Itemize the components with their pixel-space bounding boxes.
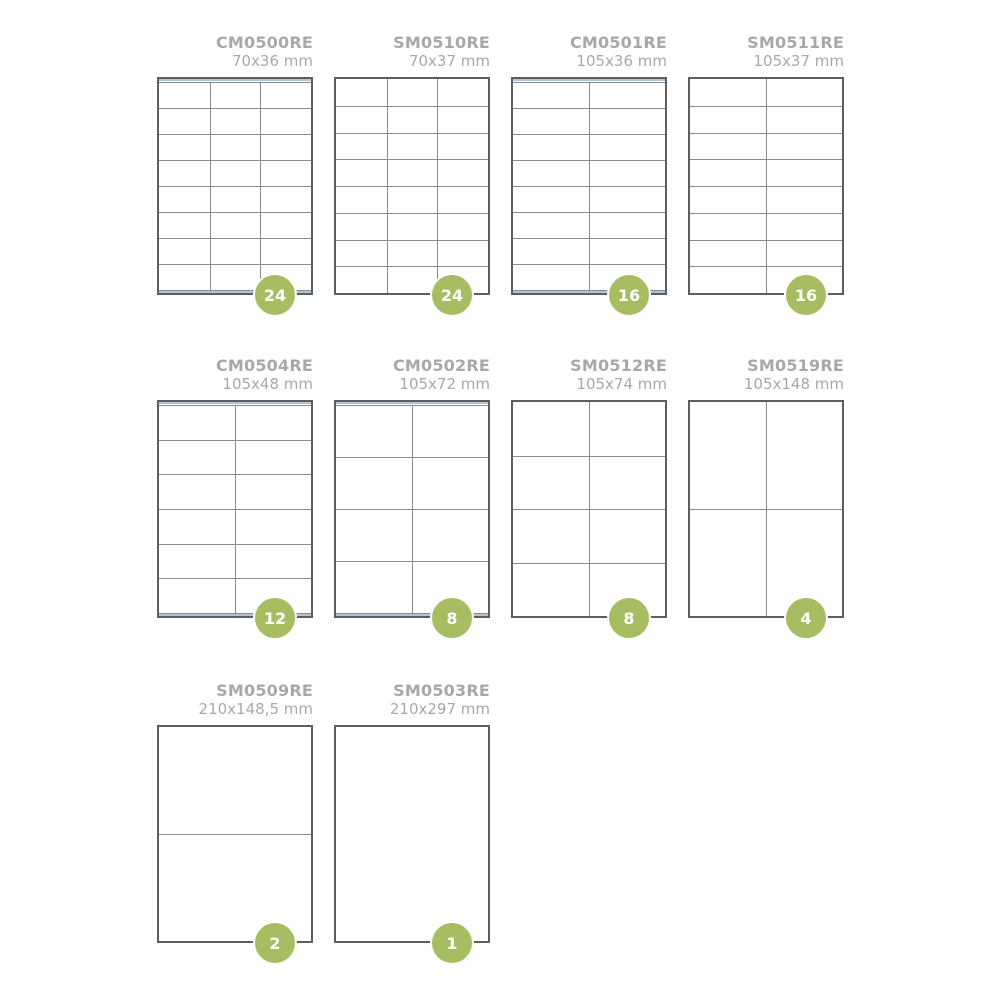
margin-strip (159, 79, 311, 81)
label-sheet (157, 77, 313, 295)
label-sheet (157, 400, 313, 618)
label-row-divider (336, 457, 488, 458)
label-count-badge: 16 (784, 273, 828, 317)
label-row-divider (159, 834, 311, 835)
margin-strip (513, 79, 665, 81)
sheet-item (511, 356, 667, 628)
sheet-code: CM0500RE (215, 33, 313, 52)
sheet-code: SM0503RE (393, 681, 490, 700)
label-row-divider (513, 456, 665, 457)
label-row-divider (159, 264, 311, 265)
sheet-item (334, 681, 490, 953)
sheet-item (157, 356, 313, 628)
label-count-badge: 4 (784, 596, 828, 640)
sheet-dimensions: 210x148,5 mm (198, 700, 313, 718)
label-row-divider (690, 240, 842, 241)
label-row-divider (159, 474, 311, 475)
label-area-edge (159, 405, 311, 406)
label-row-divider (690, 159, 842, 160)
label-count-badge: 12 (253, 596, 297, 640)
label-sheet (334, 725, 490, 943)
label-sheet (688, 400, 844, 618)
sheet-dimensions: 105x74 mm (576, 375, 667, 393)
label-sheet (334, 77, 490, 295)
sheet-item (688, 356, 844, 628)
label-count-badge: 24 (253, 273, 297, 317)
label-row-divider (690, 213, 842, 214)
sheet-item (157, 681, 313, 953)
label-sheet (688, 77, 844, 295)
sheet-code: SM0510RE (393, 33, 490, 52)
label-row-divider (513, 134, 665, 135)
label-count-badge: 1 (430, 921, 474, 965)
label-count-badge: 8 (430, 596, 474, 640)
sheet-item (688, 33, 844, 305)
label-row-divider (159, 134, 311, 135)
label-sheet (157, 725, 313, 943)
sheet-code: SM0512RE (570, 356, 667, 375)
sheet-dimensions: 70x36 mm (231, 52, 313, 70)
sheet-item (334, 356, 490, 628)
label-row-divider (690, 106, 842, 107)
label-row-divider (690, 509, 842, 510)
margin-strip (336, 402, 488, 404)
label-row-divider (159, 509, 311, 510)
label-count-badge: 8 (607, 596, 651, 640)
label-row-divider (513, 160, 665, 161)
sheet-item (157, 33, 313, 305)
label-row-divider (159, 186, 311, 187)
sheet-dimensions: 70x37 mm (408, 52, 490, 70)
label-row-divider (336, 106, 488, 107)
label-row-divider (690, 133, 842, 134)
sheet-code: CM0504RE (215, 356, 313, 375)
label-row-divider (513, 238, 665, 239)
label-row-divider (336, 213, 488, 214)
label-row-divider (336, 509, 488, 510)
label-row-divider (159, 160, 311, 161)
label-row-divider (336, 159, 488, 160)
label-row-divider (159, 108, 311, 109)
label-row-divider (159, 440, 311, 441)
label-row-divider (513, 212, 665, 213)
label-area-edge (513, 82, 665, 83)
margin-strip (159, 402, 311, 404)
label-count-badge: 24 (430, 273, 474, 317)
label-row-divider (336, 561, 488, 562)
label-row-divider (159, 238, 311, 239)
sheet-dimensions: 105x48 mm (222, 375, 313, 393)
sheet-code: SM0509RE (216, 681, 313, 700)
label-row-divider (336, 266, 488, 267)
sheet-dimensions: 210x297 mm (389, 700, 490, 718)
label-row-divider (690, 186, 842, 187)
label-area-edge (159, 82, 311, 83)
label-row-divider (690, 266, 842, 267)
label-sheet (511, 77, 667, 295)
sheet-code: SM0519RE (747, 356, 844, 375)
sheet-dimensions: 105x36 mm (576, 52, 667, 70)
sheet-dimensions: 105x37 mm (753, 52, 844, 70)
sheet-code: CM0502RE (392, 356, 490, 375)
label-count-badge: 16 (607, 273, 651, 317)
label-row-divider (336, 186, 488, 187)
label-row-divider (513, 186, 665, 187)
label-row-divider (513, 509, 665, 510)
label-count-badge: 2 (253, 921, 297, 965)
label-row-divider (159, 544, 311, 545)
label-row-divider (336, 240, 488, 241)
sheet-item (511, 33, 667, 305)
label-row-divider (513, 563, 665, 564)
label-sheet (511, 400, 667, 618)
sheet-dimensions: 105x72 mm (399, 375, 490, 393)
label-row-divider (513, 264, 665, 265)
label-row-divider (159, 578, 311, 579)
label-area-edge (336, 405, 488, 406)
label-row-divider (159, 212, 311, 213)
sheet-code: CM0501RE (569, 33, 667, 52)
sheet-code: SM0511RE (747, 33, 844, 52)
label-sheet (334, 400, 490, 618)
sheet-item (334, 33, 490, 305)
label-row-divider (336, 133, 488, 134)
sheet-dimensions: 105x148 mm (743, 375, 844, 393)
label-row-divider (513, 108, 665, 109)
